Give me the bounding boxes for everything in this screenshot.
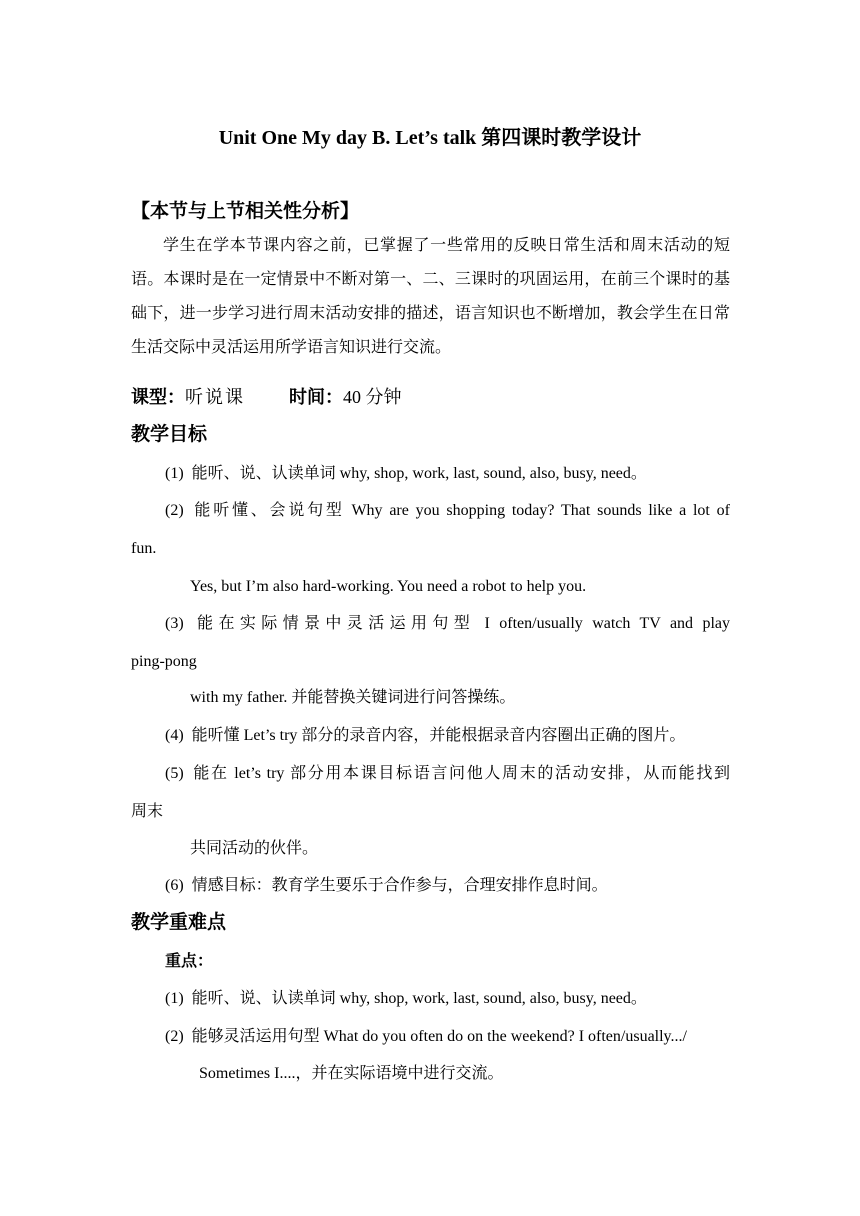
goals-heading: 教学目标 bbox=[131, 424, 208, 445]
key-point-number: (2) bbox=[165, 1028, 184, 1045]
goal-item-5 bbox=[165, 762, 730, 786]
relevance-heading: 【本节与上节相关性分析】 bbox=[131, 201, 360, 222]
goal-number: (3) bbox=[165, 615, 184, 632]
goal-item-3-line2: with my father. 并能替换关键词进行问答操练。 bbox=[190, 689, 516, 706]
key-points-subheading: 重点： bbox=[165, 953, 214, 970]
goal-item-4 bbox=[165, 724, 685, 748]
goal-text: 能听懂 Let’s try 部分的录音内容，并能根据录音内容圈出正确的图片。 bbox=[191, 727, 686, 744]
lesson-info bbox=[131, 384, 402, 410]
key-point-item-2 bbox=[165, 1025, 687, 1049]
goal-item-3-wrap: ping-pong bbox=[131, 653, 197, 670]
goal-text: 能听懂、会说句型 Why are you shopping today? That sounds like a lot of bbox=[191, 502, 730, 519]
document-title: Unit One My day B. Let’s talk 第四课时教学设计 bbox=[218, 127, 642, 149]
goal-text: 能在实际情景中灵活运用句型 I often/usually watch TV and play bbox=[191, 615, 730, 632]
key-point-text: 能够灵活运用句型 What do you often do on the weekend? I often/usually.../ bbox=[191, 1028, 687, 1045]
goal-number: (2) bbox=[165, 502, 184, 519]
goal-item-5-line2: 共同活动的伙伴。 bbox=[190, 840, 319, 857]
lesson-type-label: 课型： bbox=[131, 387, 185, 407]
key-points-heading: 教学重难点 bbox=[131, 912, 227, 933]
goal-number: (1) bbox=[165, 465, 184, 482]
goal-text: 能在 let’s try 部分用本课目标语言问他人周末的活动安排，从而能找到 bbox=[191, 765, 730, 782]
goal-number: (4) bbox=[165, 727, 184, 744]
key-point-text: 能听、说、认读单词 why, shop, work, last, sound, also, busy, need。 bbox=[191, 990, 647, 1007]
lesson-time-value: 40 分钟 bbox=[343, 387, 402, 407]
goal-item-1 bbox=[165, 462, 647, 486]
key-point-number: (1) bbox=[165, 990, 184, 1007]
goal-item-2-line2: Yes, but I’m also hard-working. You need a robot to help you. bbox=[190, 578, 587, 595]
goal-number: (5) bbox=[165, 765, 184, 782]
lesson-type-value: 听说课 bbox=[185, 387, 245, 407]
key-point-item-1 bbox=[165, 987, 647, 1011]
goal-text: 情感目标：教育学生要乐于合作参与，合理安排作息时间。 bbox=[191, 877, 608, 894]
goal-item-5-wrap: 周末 bbox=[131, 803, 164, 820]
key-point-item-2-line2: Sometimes I....，并在实际语境中进行交流。 bbox=[199, 1065, 504, 1082]
goal-number: (6) bbox=[165, 877, 184, 894]
goal-text: 能听、说、认读单词 why, shop, work, last, sound, also, busy, need。 bbox=[191, 465, 647, 482]
goal-item-2 bbox=[165, 499, 730, 523]
goal-item-2-wrap: fun. bbox=[131, 540, 157, 557]
lesson-time-label: 时间： bbox=[289, 387, 343, 407]
goal-item-6 bbox=[165, 874, 608, 898]
goal-item-3 bbox=[165, 612, 730, 636]
relevance-paragraph: 学生在学本节课内容之前，已掌握了一些常用的反映日常生活和周末活动的短语。本课时是在一定情景中不断对第一、二、三课时的巩固运用，在前三个课时的基础下，进一步学习进行周末活动安排的描述，语言知识也不断增加，教会学生在日常生活交际中灵活运用所学语言知识进行交流。 bbox=[131, 237, 730, 356]
